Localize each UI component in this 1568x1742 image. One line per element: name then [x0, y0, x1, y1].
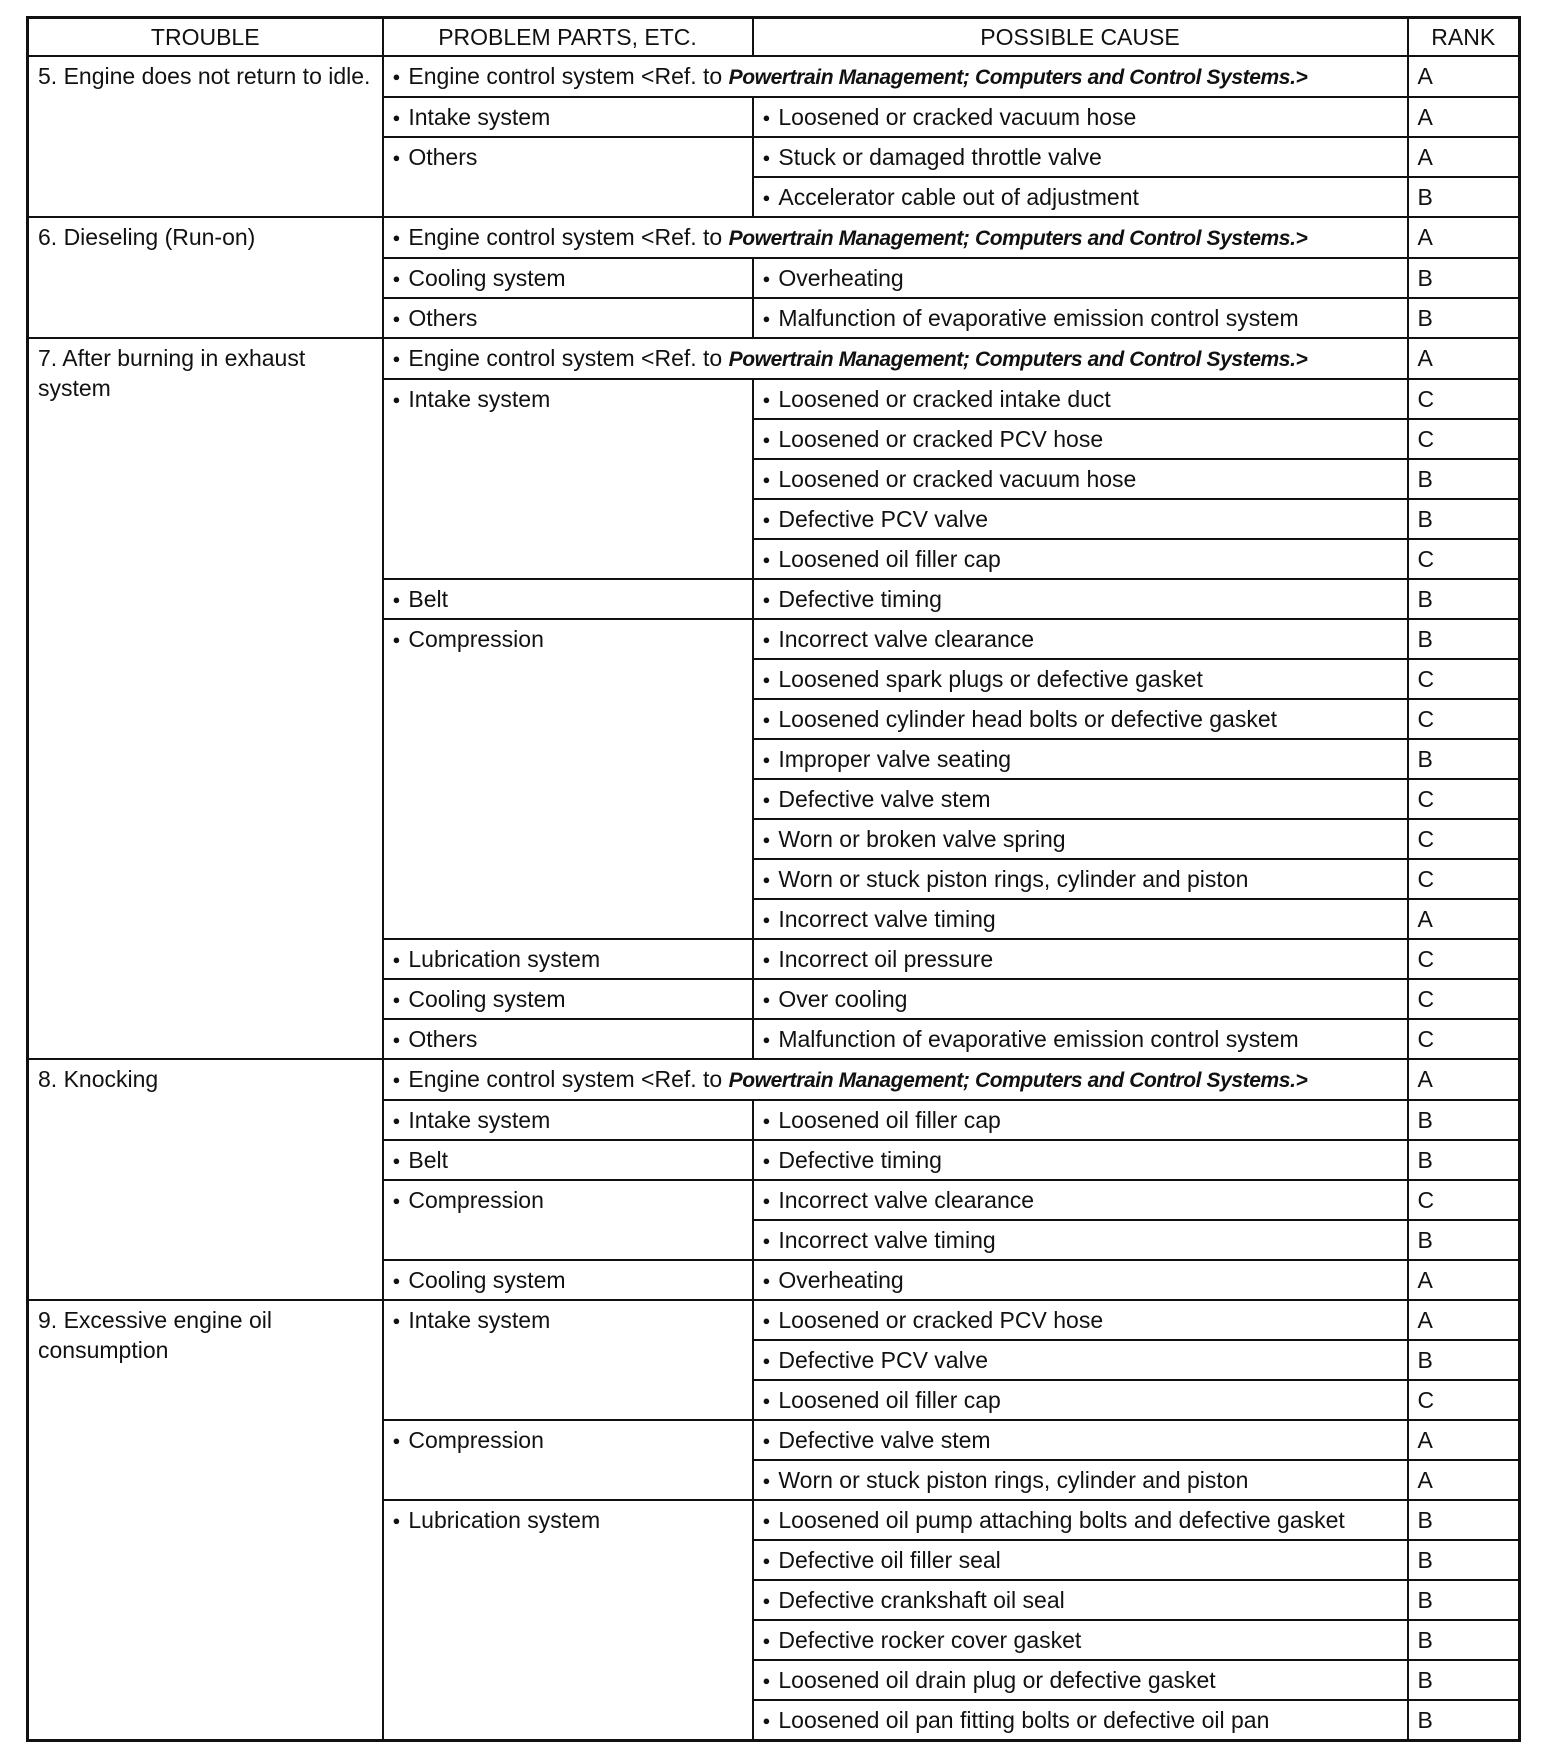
rank-cell: B: [1408, 1580, 1520, 1620]
possible-cause-label: Loosened oil filler cap: [778, 1107, 1001, 1133]
rank-cell: B: [1408, 459, 1520, 499]
possible-cause-cell: [753, 298, 1408, 338]
problem-part-cell: [383, 979, 753, 1019]
bullet-mark: [393, 1066, 409, 1092]
problem-part-label: Belt: [408, 586, 448, 612]
rank-cell: B: [1408, 1700, 1520, 1741]
bullet-mark: [393, 386, 409, 412]
problem-part-label: Cooling system: [408, 1267, 566, 1293]
bullet-mark: [393, 63, 409, 89]
bullet-mark: [763, 466, 779, 492]
possible-cause-cell: [753, 579, 1408, 619]
possible-cause-cell: [753, 1140, 1408, 1180]
bullet-mark: [763, 546, 779, 572]
bullet-mark: [763, 1347, 779, 1373]
bullet-mark: [763, 1107, 779, 1133]
troubleshooting-table: [26, 16, 1521, 1742]
engine-control-reference-cell: [383, 1059, 1408, 1100]
problem-part-label: Lubrication system: [408, 1507, 601, 1533]
reference-prefix: Engine control system <Ref. to: [408, 345, 723, 371]
problem-part-cell: [383, 1019, 753, 1059]
rank-cell: B: [1408, 1500, 1520, 1540]
trouble-cell: 9. Excessive engine oil consumption: [28, 1300, 383, 1741]
problem-part-label: Intake system: [408, 104, 551, 130]
rank-cell: A: [1408, 1260, 1520, 1300]
possible-cause-cell: [753, 899, 1408, 939]
possible-cause-cell: [753, 739, 1408, 779]
problem-part-label: Others: [408, 1026, 478, 1052]
possible-cause-label: Loosened oil pump attaching bolts and defective gasket: [778, 1507, 1345, 1533]
possible-cause-cell: [753, 819, 1408, 859]
possible-cause-label: Worn or broken valve spring: [778, 826, 1066, 852]
bullet-mark: [393, 1187, 409, 1213]
rank-cell: B: [1408, 258, 1520, 298]
rank-cell: C: [1408, 699, 1520, 739]
possible-cause-label: Loosened oil drain plug or defective gasket: [778, 1667, 1216, 1693]
problem-part-cell: [383, 298, 753, 338]
table-body: [28, 56, 1520, 1741]
reference-prefix: Engine control system <Ref. to: [408, 63, 723, 89]
troubleshooting-document: [26, 16, 1518, 1733]
bullet-mark: [763, 1587, 779, 1613]
rank-cell: B: [1408, 1220, 1520, 1260]
trouble-cell: 6. Dieseling (Run-on): [28, 217, 383, 338]
possible-cause-label: Accelerator cable out of adjustment: [778, 184, 1139, 210]
bullet-mark: [763, 1307, 779, 1333]
possible-cause-label: Worn or stuck piston rings, cylinder and piston: [778, 1467, 1249, 1493]
possible-cause-label: Defective rocker cover gasket: [778, 1627, 1082, 1653]
problem-part-label: Intake system: [408, 386, 551, 412]
possible-cause-label: Loosened or cracked PCV hose: [778, 1307, 1104, 1333]
problem-part-label: Compression: [408, 626, 544, 652]
bullet-mark: [393, 1307, 409, 1333]
possible-cause-cell: [753, 419, 1408, 459]
bullet-mark: [763, 1707, 779, 1733]
rank-cell: A: [1408, 1300, 1520, 1340]
possible-cause-label: Stuck or damaged throttle valve: [778, 144, 1102, 170]
problem-part-cell: [383, 1180, 753, 1260]
rank-cell: A: [1408, 338, 1520, 379]
bullet-mark: [763, 184, 779, 210]
possible-cause-cell: [753, 1500, 1408, 1540]
possible-cause-label: Over cooling: [778, 986, 908, 1012]
possible-cause-label: Improper valve seating: [778, 746, 1012, 772]
bullet-mark: [763, 906, 779, 932]
reference-title: Powertrain Management; Computers and Control Systems.>: [728, 348, 1308, 371]
possible-cause-cell: [753, 1380, 1408, 1420]
problem-part-cell: [383, 1260, 753, 1300]
rank-cell: B: [1408, 619, 1520, 659]
table-row: [28, 338, 1520, 379]
rank-cell: B: [1408, 579, 1520, 619]
rank-cell: C: [1408, 979, 1520, 1019]
possible-cause-label: Defective PCV valve: [778, 1347, 988, 1373]
possible-cause-cell: [753, 1220, 1408, 1260]
possible-cause-cell: [753, 1700, 1408, 1741]
bullet-mark: [763, 746, 779, 772]
problem-part-label: Others: [408, 144, 478, 170]
bullet-mark: [763, 826, 779, 852]
possible-cause-cell: [753, 1260, 1408, 1300]
possible-cause-cell: [753, 177, 1408, 217]
header-possible-cause: POSSIBLE CAUSE: [753, 18, 1408, 57]
rank-cell: C: [1408, 1180, 1520, 1220]
rank-cell: C: [1408, 779, 1520, 819]
table-row: [28, 1300, 1520, 1340]
rank-cell: A: [1408, 97, 1520, 137]
engine-control-reference-cell: [383, 56, 1408, 97]
reference-prefix: Engine control system <Ref. to: [408, 224, 723, 250]
problem-part-cell: [383, 579, 753, 619]
problem-part-label: Compression: [408, 1427, 544, 1453]
bullet-mark: [393, 586, 409, 612]
rank-cell: A: [1408, 217, 1520, 258]
possible-cause-label: Defective timing: [778, 586, 942, 612]
problem-part-cell: [383, 1140, 753, 1180]
rank-cell: B: [1408, 1140, 1520, 1180]
rank-cell: B: [1408, 739, 1520, 779]
rank-cell: A: [1408, 899, 1520, 939]
possible-cause-label: Defective valve stem: [778, 786, 991, 812]
rank-cell: A: [1408, 1059, 1520, 1100]
possible-cause-label: Loosened or cracked vacuum hose: [778, 104, 1137, 130]
possible-cause-cell: [753, 659, 1408, 699]
bullet-mark: [393, 265, 409, 291]
bullet-mark: [763, 866, 779, 892]
bullet-mark: [763, 305, 779, 331]
problem-part-cell: [383, 619, 753, 939]
bullet-mark: [393, 1427, 409, 1453]
problem-part-cell: [383, 1300, 753, 1420]
bullet-mark: [763, 265, 779, 291]
problem-part-label: Intake system: [408, 1307, 551, 1333]
trouble-cell: 8. Knocking: [28, 1059, 383, 1300]
rank-cell: C: [1408, 1019, 1520, 1059]
rank-cell: B: [1408, 1100, 1520, 1140]
header-row: [28, 18, 1520, 57]
possible-cause-label: Malfunction of evaporative emission control system: [778, 305, 1299, 331]
rank-cell: B: [1408, 177, 1520, 217]
rank-cell: C: [1408, 819, 1520, 859]
bullet-mark: [763, 1507, 779, 1533]
rank-cell: B: [1408, 1660, 1520, 1700]
possible-cause-label: Incorrect valve timing: [778, 1227, 996, 1253]
bullet-mark: [763, 706, 779, 732]
bullet-mark: [763, 786, 779, 812]
possible-cause-label: Loosened or cracked PCV hose: [778, 426, 1104, 452]
bullet-mark: [763, 1387, 779, 1413]
bullet-mark: [763, 1227, 779, 1253]
problem-part-cell: [383, 137, 753, 217]
bullet-mark: [393, 144, 409, 170]
table-row: [28, 1059, 1520, 1100]
possible-cause-cell: [753, 499, 1408, 539]
bullet-mark: [763, 586, 779, 612]
bullet-mark: [393, 946, 409, 972]
possible-cause-label: Defective timing: [778, 1147, 942, 1173]
problem-part-label: Cooling system: [408, 986, 566, 1012]
possible-cause-label: Loosened oil pan fitting bolts or defective oil pan: [778, 1707, 1270, 1733]
problem-part-cell: [383, 1420, 753, 1500]
bullet-mark: [763, 626, 779, 652]
problem-part-cell: [383, 379, 753, 579]
possible-cause-cell: [753, 1460, 1408, 1500]
reference-title: Powertrain Management; Computers and Control Systems.>: [728, 227, 1308, 250]
bullet-mark: [763, 426, 779, 452]
problem-part-label: Compression: [408, 1187, 544, 1213]
rank-cell: B: [1408, 499, 1520, 539]
trouble-cell: 7. After burning in exhaust system: [28, 338, 383, 1059]
header-problem-parts: PROBLEM PARTS, ETC.: [383, 18, 753, 57]
possible-cause-label: Defective crankshaft oil seal: [778, 1587, 1065, 1613]
bullet-mark: [393, 224, 409, 250]
problem-part-label: Lubrication system: [408, 946, 601, 972]
possible-cause-cell: [753, 97, 1408, 137]
header-rank: RANK: [1408, 18, 1520, 57]
bullet-mark: [393, 1507, 409, 1533]
possible-cause-cell: [753, 1660, 1408, 1700]
rank-cell: C: [1408, 539, 1520, 579]
possible-cause-cell: [753, 459, 1408, 499]
rank-cell: C: [1408, 1380, 1520, 1420]
engine-control-reference-cell: [383, 217, 1408, 258]
rank-cell: C: [1408, 939, 1520, 979]
possible-cause-label: Malfunction of evaporative emission control system: [778, 1026, 1299, 1052]
engine-control-reference-cell: [383, 338, 1408, 379]
problem-part-cell: [383, 258, 753, 298]
rank-cell: C: [1408, 859, 1520, 899]
problem-part-cell: [383, 1100, 753, 1140]
rank-cell: A: [1408, 137, 1520, 177]
rank-cell: B: [1408, 1620, 1520, 1660]
possible-cause-cell: [753, 1620, 1408, 1660]
possible-cause-cell: [753, 979, 1408, 1019]
possible-cause-cell: [753, 1420, 1408, 1460]
possible-cause-cell: [753, 1300, 1408, 1340]
problem-part-label: Belt: [408, 1147, 448, 1173]
rank-cell: C: [1408, 419, 1520, 459]
possible-cause-label: Loosened oil filler cap: [778, 546, 1001, 572]
reference-prefix: Engine control system <Ref. to: [408, 1066, 723, 1092]
bullet-mark: [763, 666, 779, 692]
bullet-mark: [763, 1547, 779, 1573]
rank-cell: B: [1408, 298, 1520, 338]
bullet-mark: [393, 986, 409, 1012]
reference-title: Powertrain Management; Computers and Control Systems.>: [728, 66, 1308, 89]
possible-cause-cell: [753, 137, 1408, 177]
possible-cause-cell: [753, 1580, 1408, 1620]
rank-cell: B: [1408, 1540, 1520, 1580]
bullet-mark: [763, 1026, 779, 1052]
bullet-mark: [763, 144, 779, 170]
possible-cause-label: Loosened or cracked vacuum hose: [778, 466, 1137, 492]
possible-cause-cell: [753, 1340, 1408, 1380]
possible-cause-cell: [753, 619, 1408, 659]
possible-cause-label: Incorrect oil pressure: [778, 946, 994, 972]
bullet-mark: [763, 506, 779, 532]
possible-cause-label: Overheating: [778, 265, 904, 291]
bullet-mark: [763, 1667, 779, 1693]
possible-cause-label: Defective PCV valve: [778, 506, 988, 532]
possible-cause-cell: [753, 939, 1408, 979]
possible-cause-cell: [753, 699, 1408, 739]
problem-part-cell: [383, 1500, 753, 1741]
rank-cell: C: [1408, 379, 1520, 419]
possible-cause-label: Defective oil filler seal: [778, 1547, 1001, 1573]
bullet-mark: [763, 104, 779, 130]
possible-cause-cell: [753, 539, 1408, 579]
table-row: [28, 56, 1520, 97]
bullet-mark: [393, 104, 409, 130]
possible-cause-label: Overheating: [778, 1267, 904, 1293]
header-trouble: TROUBLE: [28, 18, 383, 57]
problem-part-label: Intake system: [408, 1107, 551, 1133]
possible-cause-label: Loosened cylinder head bolts or defective gasket: [778, 706, 1278, 732]
bullet-mark: [393, 305, 409, 331]
possible-cause-cell: [753, 379, 1408, 419]
bullet-mark: [393, 1026, 409, 1052]
possible-cause-label: Incorrect valve timing: [778, 906, 996, 932]
bullet-mark: [763, 946, 779, 972]
possible-cause-cell: [753, 1100, 1408, 1140]
table-row: [28, 217, 1520, 258]
problem-part-cell: [383, 939, 753, 979]
rank-cell: B: [1408, 1340, 1520, 1380]
rank-cell: A: [1408, 56, 1520, 97]
reference-title: Powertrain Management; Computers and Control Systems.>: [728, 1069, 1308, 1092]
possible-cause-label: Loosened or cracked intake duct: [778, 386, 1111, 412]
bullet-mark: [393, 1147, 409, 1173]
possible-cause-cell: [753, 1180, 1408, 1220]
possible-cause-cell: [753, 258, 1408, 298]
problem-part-label: Others: [408, 305, 478, 331]
bullet-mark: [393, 1267, 409, 1293]
bullet-mark: [763, 1627, 779, 1653]
possible-cause-cell: [753, 1019, 1408, 1059]
bullet-mark: [763, 1427, 779, 1453]
possible-cause-label: Loosened oil filler cap: [778, 1387, 1001, 1413]
rank-cell: A: [1408, 1460, 1520, 1500]
bullet-mark: [763, 1187, 779, 1213]
rank-cell: C: [1408, 659, 1520, 699]
possible-cause-label: Defective valve stem: [778, 1427, 991, 1453]
bullet-mark: [393, 345, 409, 371]
bullet-mark: [763, 1467, 779, 1493]
bullet-mark: [763, 1267, 779, 1293]
problem-part-cell: [383, 97, 753, 137]
problem-part-label: Cooling system: [408, 265, 566, 291]
rank-cell: A: [1408, 1420, 1520, 1460]
possible-cause-label: Incorrect valve clearance: [778, 1187, 1035, 1213]
possible-cause-label: Worn or stuck piston rings, cylinder and piston: [778, 866, 1249, 892]
bullet-mark: [763, 986, 779, 1012]
possible-cause-cell: [753, 1540, 1408, 1580]
possible-cause-label: Loosened spark plugs or defective gasket: [778, 666, 1203, 692]
bullet-mark: [763, 386, 779, 412]
possible-cause-label: Incorrect valve clearance: [778, 626, 1035, 652]
trouble-cell: 5. Engine does not return to idle.: [28, 56, 383, 217]
possible-cause-cell: [753, 859, 1408, 899]
bullet-mark: [393, 1107, 409, 1133]
possible-cause-cell: [753, 779, 1408, 819]
bullet-mark: [393, 626, 409, 652]
bullet-mark: [763, 1147, 779, 1173]
